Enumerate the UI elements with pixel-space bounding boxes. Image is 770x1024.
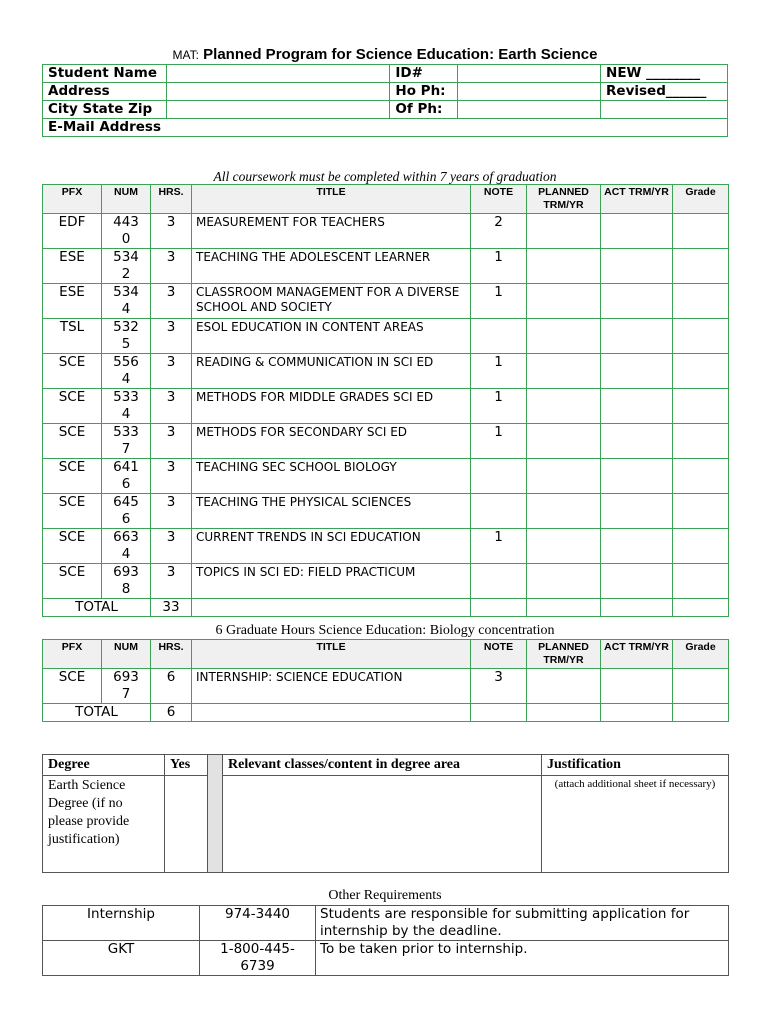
course-note [471, 319, 527, 354]
course-prefix: SCE [43, 424, 102, 459]
actual-term-field[interactable] [601, 284, 673, 319]
course-number: 534 2 [102, 249, 151, 284]
course-prefix: EDF [43, 214, 102, 249]
concentration-table [42, 639, 729, 722]
email-label: E-Mail Address [43, 119, 728, 137]
planned-term-field[interactable] [527, 494, 601, 529]
requirement-phone: 1-800-445-6739 [200, 941, 316, 976]
course-hours: 3 [151, 389, 192, 424]
course-title: TEACHING THE ADOLESCENT LEARNER [192, 249, 471, 284]
relevant-header: Relevant classes/content in degree area [223, 755, 542, 776]
total-blank-cell [601, 704, 673, 722]
actual-term-field[interactable] [601, 494, 673, 529]
requirement-name: Internship [43, 906, 200, 941]
total-hours: 33 [151, 599, 192, 617]
course-number: 532 5 [102, 319, 151, 354]
grade-field[interactable] [673, 319, 729, 354]
coursework-note: All coursework must be completed within 7 years of graduation [213, 169, 557, 184]
course-hours: 3 [151, 249, 192, 284]
title-text: Planned Program for Science Education: Earth Science [203, 46, 598, 63]
course-prefix: ESE [43, 249, 102, 284]
course-hours: 3 [151, 424, 192, 459]
column-header: Grade [673, 185, 729, 214]
planned-term-field[interactable] [527, 459, 601, 494]
course-note: 2 [471, 214, 527, 249]
student-info-table [42, 64, 728, 137]
total-row [43, 704, 729, 722]
course-number: 533 7 [102, 424, 151, 459]
course-title: MEASUREMENT FOR TEACHERS [192, 214, 471, 249]
total-blank-cell [471, 704, 527, 722]
course-note [471, 564, 527, 599]
yes-field[interactable] [165, 776, 208, 873]
course-row [43, 529, 729, 564]
course-title: INTERNSHIP: SCIENCE EDUCATION [192, 669, 471, 704]
planned-term-field[interactable] [527, 284, 601, 319]
course-hours: 3 [151, 354, 192, 389]
grade-field[interactable] [673, 424, 729, 459]
planned-term-field[interactable] [527, 389, 601, 424]
requirement-row [43, 906, 729, 941]
column-header: NUM [102, 185, 151, 214]
hatched-divider [208, 755, 223, 873]
column-header: Grade [673, 640, 729, 669]
revised-label: Revised______ [601, 83, 728, 101]
planned-term-field[interactable] [527, 669, 601, 704]
total-blank-cell [601, 599, 673, 617]
course-hours: 3 [151, 214, 192, 249]
column-header: PFX [43, 185, 102, 214]
grade-field[interactable] [673, 459, 729, 494]
course-prefix: SCE [43, 354, 102, 389]
actual-term-field[interactable] [601, 354, 673, 389]
planned-term-field[interactable] [527, 249, 601, 284]
course-title: TEACHING SEC SCHOOL BIOLOGY [192, 459, 471, 494]
course-title: METHODS FOR MIDDLE GRADES SCI ED [192, 389, 471, 424]
column-header: HRS. [151, 640, 192, 669]
course-prefix: SCE [43, 389, 102, 424]
column-header: PFX [43, 640, 102, 669]
course-note: 1 [471, 284, 527, 319]
course-row [43, 564, 729, 599]
total-blank-cell [527, 704, 601, 722]
city-label: City State Zip [43, 101, 167, 119]
course-number: 443 0 [102, 214, 151, 249]
course-number: 693 8 [102, 564, 151, 599]
course-row [43, 669, 729, 704]
column-header: NUM [102, 640, 151, 669]
course-row [43, 494, 729, 529]
requirement-name: GKT [43, 941, 200, 976]
course-hours: 3 [151, 564, 192, 599]
course-prefix: SCE [43, 669, 102, 704]
actual-term-field[interactable] [601, 389, 673, 424]
total-hours: 6 [151, 704, 192, 722]
course-number: 645 6 [102, 494, 151, 529]
course-hours: 3 [151, 284, 192, 319]
course-number: 534 4 [102, 284, 151, 319]
degree-table [42, 754, 729, 873]
concentration-table-header [43, 640, 729, 669]
planned-term-field[interactable] [527, 319, 601, 354]
address-field[interactable] [166, 83, 390, 101]
course-hours: 6 [151, 669, 192, 704]
course-hours: 3 [151, 459, 192, 494]
column-header: HRS. [151, 185, 192, 214]
course-note [471, 494, 527, 529]
actual-term-field[interactable] [601, 669, 673, 704]
new-label: NEW ________ [601, 65, 728, 83]
course-number: 663 4 [102, 529, 151, 564]
requirement-row [43, 941, 729, 976]
course-title: TEACHING THE PHYSICAL SCIENCES [192, 494, 471, 529]
course-table [42, 184, 729, 617]
total-row [43, 599, 729, 617]
actual-term-field[interactable] [601, 529, 673, 564]
page-title [0, 46, 770, 63]
degree-description: Earth Science Degree (if no please provide justification) [43, 776, 165, 873]
degree-header: Degree [43, 755, 165, 776]
title-prefix: MAT: [172, 48, 199, 62]
total-label: TOTAL [43, 599, 151, 617]
actual-term-field[interactable] [601, 459, 673, 494]
course-hours: 3 [151, 319, 192, 354]
other-requirements-table [42, 905, 729, 976]
course-title: TOPICS IN SCI ED: FIELD PRACTICUM [192, 564, 471, 599]
grade-field[interactable] [673, 494, 729, 529]
planned-term-field[interactable] [527, 529, 601, 564]
column-header: ACT TRM/YR [601, 185, 673, 214]
planned-term-field[interactable] [527, 214, 601, 249]
grade-field[interactable] [673, 389, 729, 424]
grade-field[interactable] [673, 249, 729, 284]
grade-field[interactable] [673, 284, 729, 319]
grade-field[interactable] [673, 214, 729, 249]
concentration-note: 6 Graduate Hours Science Education: Biology concentration [215, 623, 555, 638]
course-number: 693 7 [102, 669, 151, 704]
planned-term-field[interactable] [527, 564, 601, 599]
course-note: 1 [471, 424, 527, 459]
justification-header: Justification [542, 755, 729, 776]
course-prefix: ESE [43, 284, 102, 319]
course-title: CURRENT TRENDS IN SCI EDUCATION [192, 529, 471, 564]
home-phone-field[interactable] [458, 83, 601, 101]
course-row [43, 214, 729, 249]
course-number: 533 4 [102, 389, 151, 424]
course-title: METHODS FOR SECONDARY SCI ED [192, 424, 471, 459]
course-title: ESOL EDUCATION IN CONTENT AREAS [192, 319, 471, 354]
course-hours: 3 [151, 494, 192, 529]
course-row [43, 424, 729, 459]
total-blank-cell [192, 704, 471, 722]
total-blank-cell [192, 599, 471, 617]
course-row [43, 459, 729, 494]
course-title: CLASSROOM MANAGEMENT FOR A DIVERSE SCHOOL AND SOCIETY [192, 284, 471, 319]
column-header: PLANNED TRM/YR [527, 185, 601, 214]
course-note: 1 [471, 389, 527, 424]
total-blank-cell [527, 599, 601, 617]
course-prefix: SCE [43, 564, 102, 599]
course-note: 3 [471, 669, 527, 704]
course-title: READING & COMMUNICATION IN SCI ED [192, 354, 471, 389]
other-requirements-title: Other Requirements [328, 888, 442, 903]
grade-field[interactable] [673, 669, 729, 704]
course-prefix: SCE [43, 494, 102, 529]
yes-header: Yes [165, 755, 208, 776]
actual-term-field[interactable] [601, 249, 673, 284]
course-row [43, 249, 729, 284]
total-blank-cell [673, 599, 729, 617]
actual-term-field[interactable] [601, 214, 673, 249]
relevant-field[interactable] [223, 776, 542, 873]
course-note: 1 [471, 354, 527, 389]
column-header: TITLE [192, 185, 471, 214]
requirement-description: Students are responsible for submitting application for internship by the deadline. [316, 906, 729, 941]
blank-cell [601, 101, 728, 119]
course-row [43, 354, 729, 389]
student-name-label: Student Name [43, 65, 167, 83]
column-header: NOTE [471, 640, 527, 669]
id-field[interactable] [458, 65, 601, 83]
course-number: 556 4 [102, 354, 151, 389]
office-phone-field[interactable] [458, 101, 601, 119]
course-row [43, 319, 729, 354]
planned-term-field[interactable] [527, 354, 601, 389]
course-prefix: SCE [43, 459, 102, 494]
course-note: 1 [471, 249, 527, 284]
city-field[interactable] [166, 101, 390, 119]
student-name-field[interactable] [166, 65, 390, 83]
actual-term-field[interactable] [601, 564, 673, 599]
requirement-phone: 974-3440 [200, 906, 316, 941]
course-number: 641 6 [102, 459, 151, 494]
course-prefix: TSL [43, 319, 102, 354]
grade-field[interactable] [673, 529, 729, 564]
course-table-header [43, 185, 729, 214]
id-label: ID# [390, 65, 458, 83]
total-label: TOTAL [43, 704, 151, 722]
column-header: PLANNED TRM/YR [527, 640, 601, 669]
course-note: 1 [471, 529, 527, 564]
column-header: ACT TRM/YR [601, 640, 673, 669]
office-phone-label: Of Ph: [390, 101, 458, 119]
course-note [471, 459, 527, 494]
planned-term-field[interactable] [527, 424, 601, 459]
justification-note: (attach additional sheet if necessary) [542, 776, 729, 873]
home-phone-label: Ho Ph: [390, 83, 458, 101]
course-hours: 3 [151, 529, 192, 564]
grade-field[interactable] [673, 564, 729, 599]
column-header: TITLE [192, 640, 471, 669]
total-blank-cell [471, 599, 527, 617]
course-prefix: SCE [43, 529, 102, 564]
requirement-description: To be taken prior to internship. [316, 941, 729, 976]
course-row [43, 284, 729, 319]
actual-term-field[interactable] [601, 424, 673, 459]
grade-field[interactable] [673, 354, 729, 389]
actual-term-field[interactable] [601, 319, 673, 354]
total-blank-cell [673, 704, 729, 722]
address-label: Address [43, 83, 167, 101]
course-row [43, 389, 729, 424]
column-header: NOTE [471, 185, 527, 214]
